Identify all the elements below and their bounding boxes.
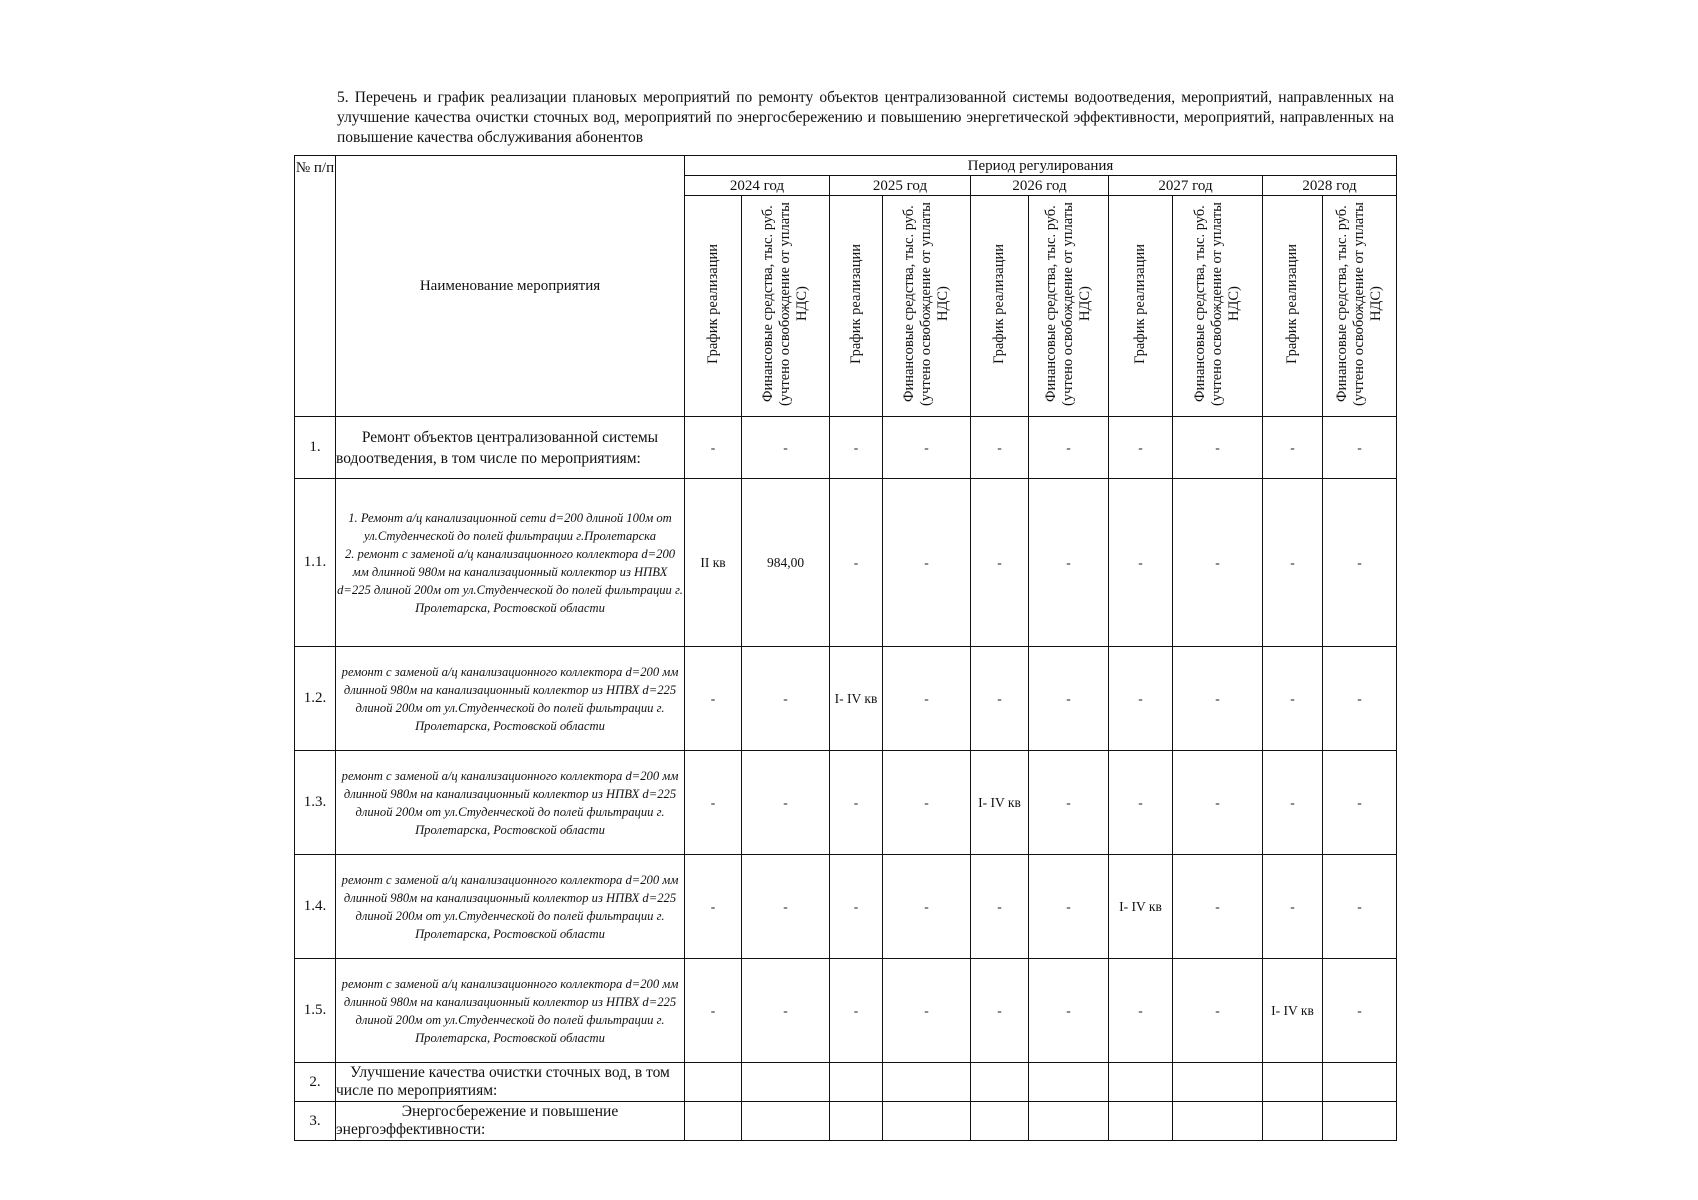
row-number: 1. [295, 417, 336, 479]
schedule-cell: - [685, 855, 742, 959]
row-number: 1.1. [295, 479, 336, 647]
schedule-cell: - [1263, 479, 1323, 647]
finance-cell: - [1173, 959, 1263, 1063]
finance-cell: - [742, 647, 830, 751]
schedule-cell: - [1109, 479, 1173, 647]
schedule-cell [1109, 1102, 1173, 1141]
year-header-2025: 2025 год [830, 176, 971, 196]
year-header-2024: 2024 год [685, 176, 830, 196]
schedule-cell: I- IV кв [1109, 855, 1173, 959]
schedule-cell [1263, 1063, 1323, 1102]
measure-name: ремонт с заменой а/ц канализационного коллектора d=200 мм длинной 980м на канализационный коллектор из НПВХ d=225 длиной 200м от ул.Студенческой до полей фильтрации г. Пролетарска, Ростовской области [336, 751, 685, 855]
finance-cell: - [883, 855, 971, 959]
finance-cell [742, 1063, 830, 1102]
schedule-cell: - [830, 855, 883, 959]
finance-cell: - [1323, 479, 1397, 647]
schedule-cell: I- IV кв [830, 647, 883, 751]
finance-cell [1323, 1063, 1397, 1102]
row-number: 2. [295, 1063, 336, 1102]
table-row [295, 417, 1397, 479]
finance-cell [1323, 1102, 1397, 1141]
subheader-schedule: График реализации [971, 196, 1029, 417]
measure-name: ремонт с заменой а/ц канализационного коллектора d=200 мм длинной 980м на канализационный коллектор из НПВХ d=225 длиной 200м от ул.Студенческой до полей фильтрации г. Пролетарска, Ростовской области [336, 647, 685, 751]
finance-cell: - [1029, 417, 1109, 479]
section-name: Энергосбережение и повышение энергоэффективности: [336, 1102, 685, 1141]
finance-cell [1173, 1102, 1263, 1141]
finance-cell: - [1323, 959, 1397, 1063]
finance-cell: - [742, 417, 830, 479]
finance-cell: - [742, 959, 830, 1063]
finance-cell [742, 1102, 830, 1141]
subheader-finance: Финансовые средства, тыс. руб. (учтено освобождение от уплаты НДС) [1323, 196, 1397, 417]
schedule-cell: II кв [685, 479, 742, 647]
schedule-cell [971, 1063, 1029, 1102]
row-number: 1.3. [295, 751, 336, 855]
schedule-cell: - [1263, 417, 1323, 479]
schedule-cell: I- IV кв [971, 751, 1029, 855]
subheader-finance: Финансовые средства, тыс. руб. (учтено освобождение от уплаты НДС) [1173, 196, 1263, 417]
table-row [295, 959, 1397, 1063]
finance-cell: - [742, 855, 830, 959]
schedule-cell: - [685, 751, 742, 855]
table-row [295, 1102, 1397, 1141]
finance-cell: - [1173, 417, 1263, 479]
col-header-name: Наименование мероприятия [336, 156, 685, 417]
section-name: Улучшение качества очистки сточных вод, в том числе по мероприятиям: [336, 1063, 685, 1102]
measure-name: 1. Ремонт а/ц канализационной сети d=200 длиной 100м от ул.Студенческой до полей фильтрации г.Пролетарска 2. ремонт с заменой а/ц канализационного коллектора d=200 мм длинной 980м на канализационный коллектор из НПВХ d=225 длиной 200м от ул.Студенческой до полей фильтрации г. Пролетарска, Ростовской области [336, 479, 685, 647]
year-header-2028: 2028 год [1263, 176, 1397, 196]
schedule-cell: - [1263, 647, 1323, 751]
schedule-cell: - [1109, 417, 1173, 479]
subheader-schedule: График реализации [1109, 196, 1173, 417]
col-header-num-text: № п/п [295, 160, 335, 176]
finance-cell: - [742, 751, 830, 855]
finance-cell: - [1323, 647, 1397, 751]
finance-cell: - [883, 417, 971, 479]
schedule-cell: - [685, 959, 742, 1063]
schedule-cell: - [1109, 751, 1173, 855]
subheader-finance: Финансовые средства, тыс. руб. (учтено освобождение от уплаты НДС) [742, 196, 830, 417]
year-header-2026: 2026 год [971, 176, 1109, 196]
schedule-cell [1263, 1102, 1323, 1141]
schedule-cell [830, 1063, 883, 1102]
finance-cell: - [1323, 417, 1397, 479]
finance-cell: - [883, 959, 971, 1063]
schedule-cell: I- IV кв [1263, 959, 1323, 1063]
schedule-cell: - [685, 417, 742, 479]
schedule-cell: - [685, 647, 742, 751]
finance-cell: - [1029, 751, 1109, 855]
section-name: Ремонт объектов централизованной системы водоотведения, в том числе по мероприятиям: [336, 417, 685, 479]
schedule-cell [830, 1102, 883, 1141]
finance-cell: - [1029, 647, 1109, 751]
finance-cell: - [1323, 751, 1397, 855]
table-row [295, 1063, 1397, 1102]
finance-cell: 984,00 [742, 479, 830, 647]
schedule-cell [1109, 1063, 1173, 1102]
schedule-cell: - [971, 417, 1029, 479]
finance-cell: - [883, 647, 971, 751]
year-header-2027: 2027 год [1109, 176, 1263, 196]
subheader-schedule: График реализации [830, 196, 883, 417]
schedule-cell: - [1109, 647, 1173, 751]
col-header-num [295, 156, 336, 417]
finance-cell: - [1173, 479, 1263, 647]
schedule-cell: - [830, 751, 883, 855]
row-number: 3. [295, 1102, 336, 1141]
measure-name: ремонт с заменой а/ц канализационного коллектора d=200 мм длинной 980м на канализационный коллектор из НПВХ d=225 длиной 200м от ул.Студенческой до полей фильтрации г. Пролетарска, Ростовской области [336, 959, 685, 1063]
row-number: 1.4. [295, 855, 336, 959]
schedule-cell: - [1263, 855, 1323, 959]
finance-cell [1029, 1102, 1109, 1141]
row-number: 1.2. [295, 647, 336, 751]
schedule-cell: - [1109, 959, 1173, 1063]
finance-cell: - [1173, 647, 1263, 751]
finance-cell: - [1173, 855, 1263, 959]
document-caption: 5. Перечень и график реализации плановых мероприятий по ремонту объектов централизованной системы водоотведения, мероприятий, направленных на улучшение качества очистки сточных вод, мероприятий по энергосбережению и повышению энергетической эффективности, мероприятий, направленных на повышение качества обслуживания абонентов [337, 89, 1394, 146]
subheader-finance: Финансовые средства, тыс. руб. (учтено освобождение от уплаты НДС) [1029, 196, 1109, 417]
row-number: 1.5. [295, 959, 336, 1063]
table-row [295, 855, 1397, 959]
subheader-finance: Финансовые средства, тыс. руб. (учтено освобождение от уплаты НДС) [883, 196, 971, 417]
period-header: Период регулирования [685, 156, 1397, 176]
measures-schedule-table [294, 155, 1397, 1141]
schedule-cell: - [971, 959, 1029, 1063]
table-row [295, 751, 1397, 855]
schedule-cell: - [971, 647, 1029, 751]
finance-cell: - [1029, 959, 1109, 1063]
subheader-schedule: График реализации [685, 196, 742, 417]
finance-cell [883, 1102, 971, 1141]
schedule-cell [685, 1063, 742, 1102]
schedule-cell: - [971, 479, 1029, 647]
finance-cell: - [1323, 855, 1397, 959]
schedule-cell: - [830, 479, 883, 647]
schedule-cell: - [830, 959, 883, 1063]
schedule-cell [685, 1102, 742, 1141]
finance-cell: - [1173, 751, 1263, 855]
finance-cell [883, 1063, 971, 1102]
finance-cell: - [1029, 855, 1109, 959]
finance-cell: - [883, 751, 971, 855]
table-row [295, 479, 1397, 647]
schedule-cell: - [1263, 751, 1323, 855]
measure-name: ремонт с заменой а/ц канализационного коллектора d=200 мм длинной 980м на канализационный коллектор из НПВХ d=225 длиной 200м от ул.Студенческой до полей фильтрации г. Пролетарска, Ростовской области [336, 855, 685, 959]
schedule-cell [971, 1102, 1029, 1141]
finance-cell [1173, 1063, 1263, 1102]
table-body [295, 417, 1397, 1141]
finance-cell: - [883, 479, 971, 647]
schedule-cell: - [971, 855, 1029, 959]
subheader-schedule: График реализации [1263, 196, 1323, 417]
finance-cell [1029, 1063, 1109, 1102]
schedule-cell: - [830, 417, 883, 479]
finance-cell: - [1029, 479, 1109, 647]
table-row [295, 647, 1397, 751]
